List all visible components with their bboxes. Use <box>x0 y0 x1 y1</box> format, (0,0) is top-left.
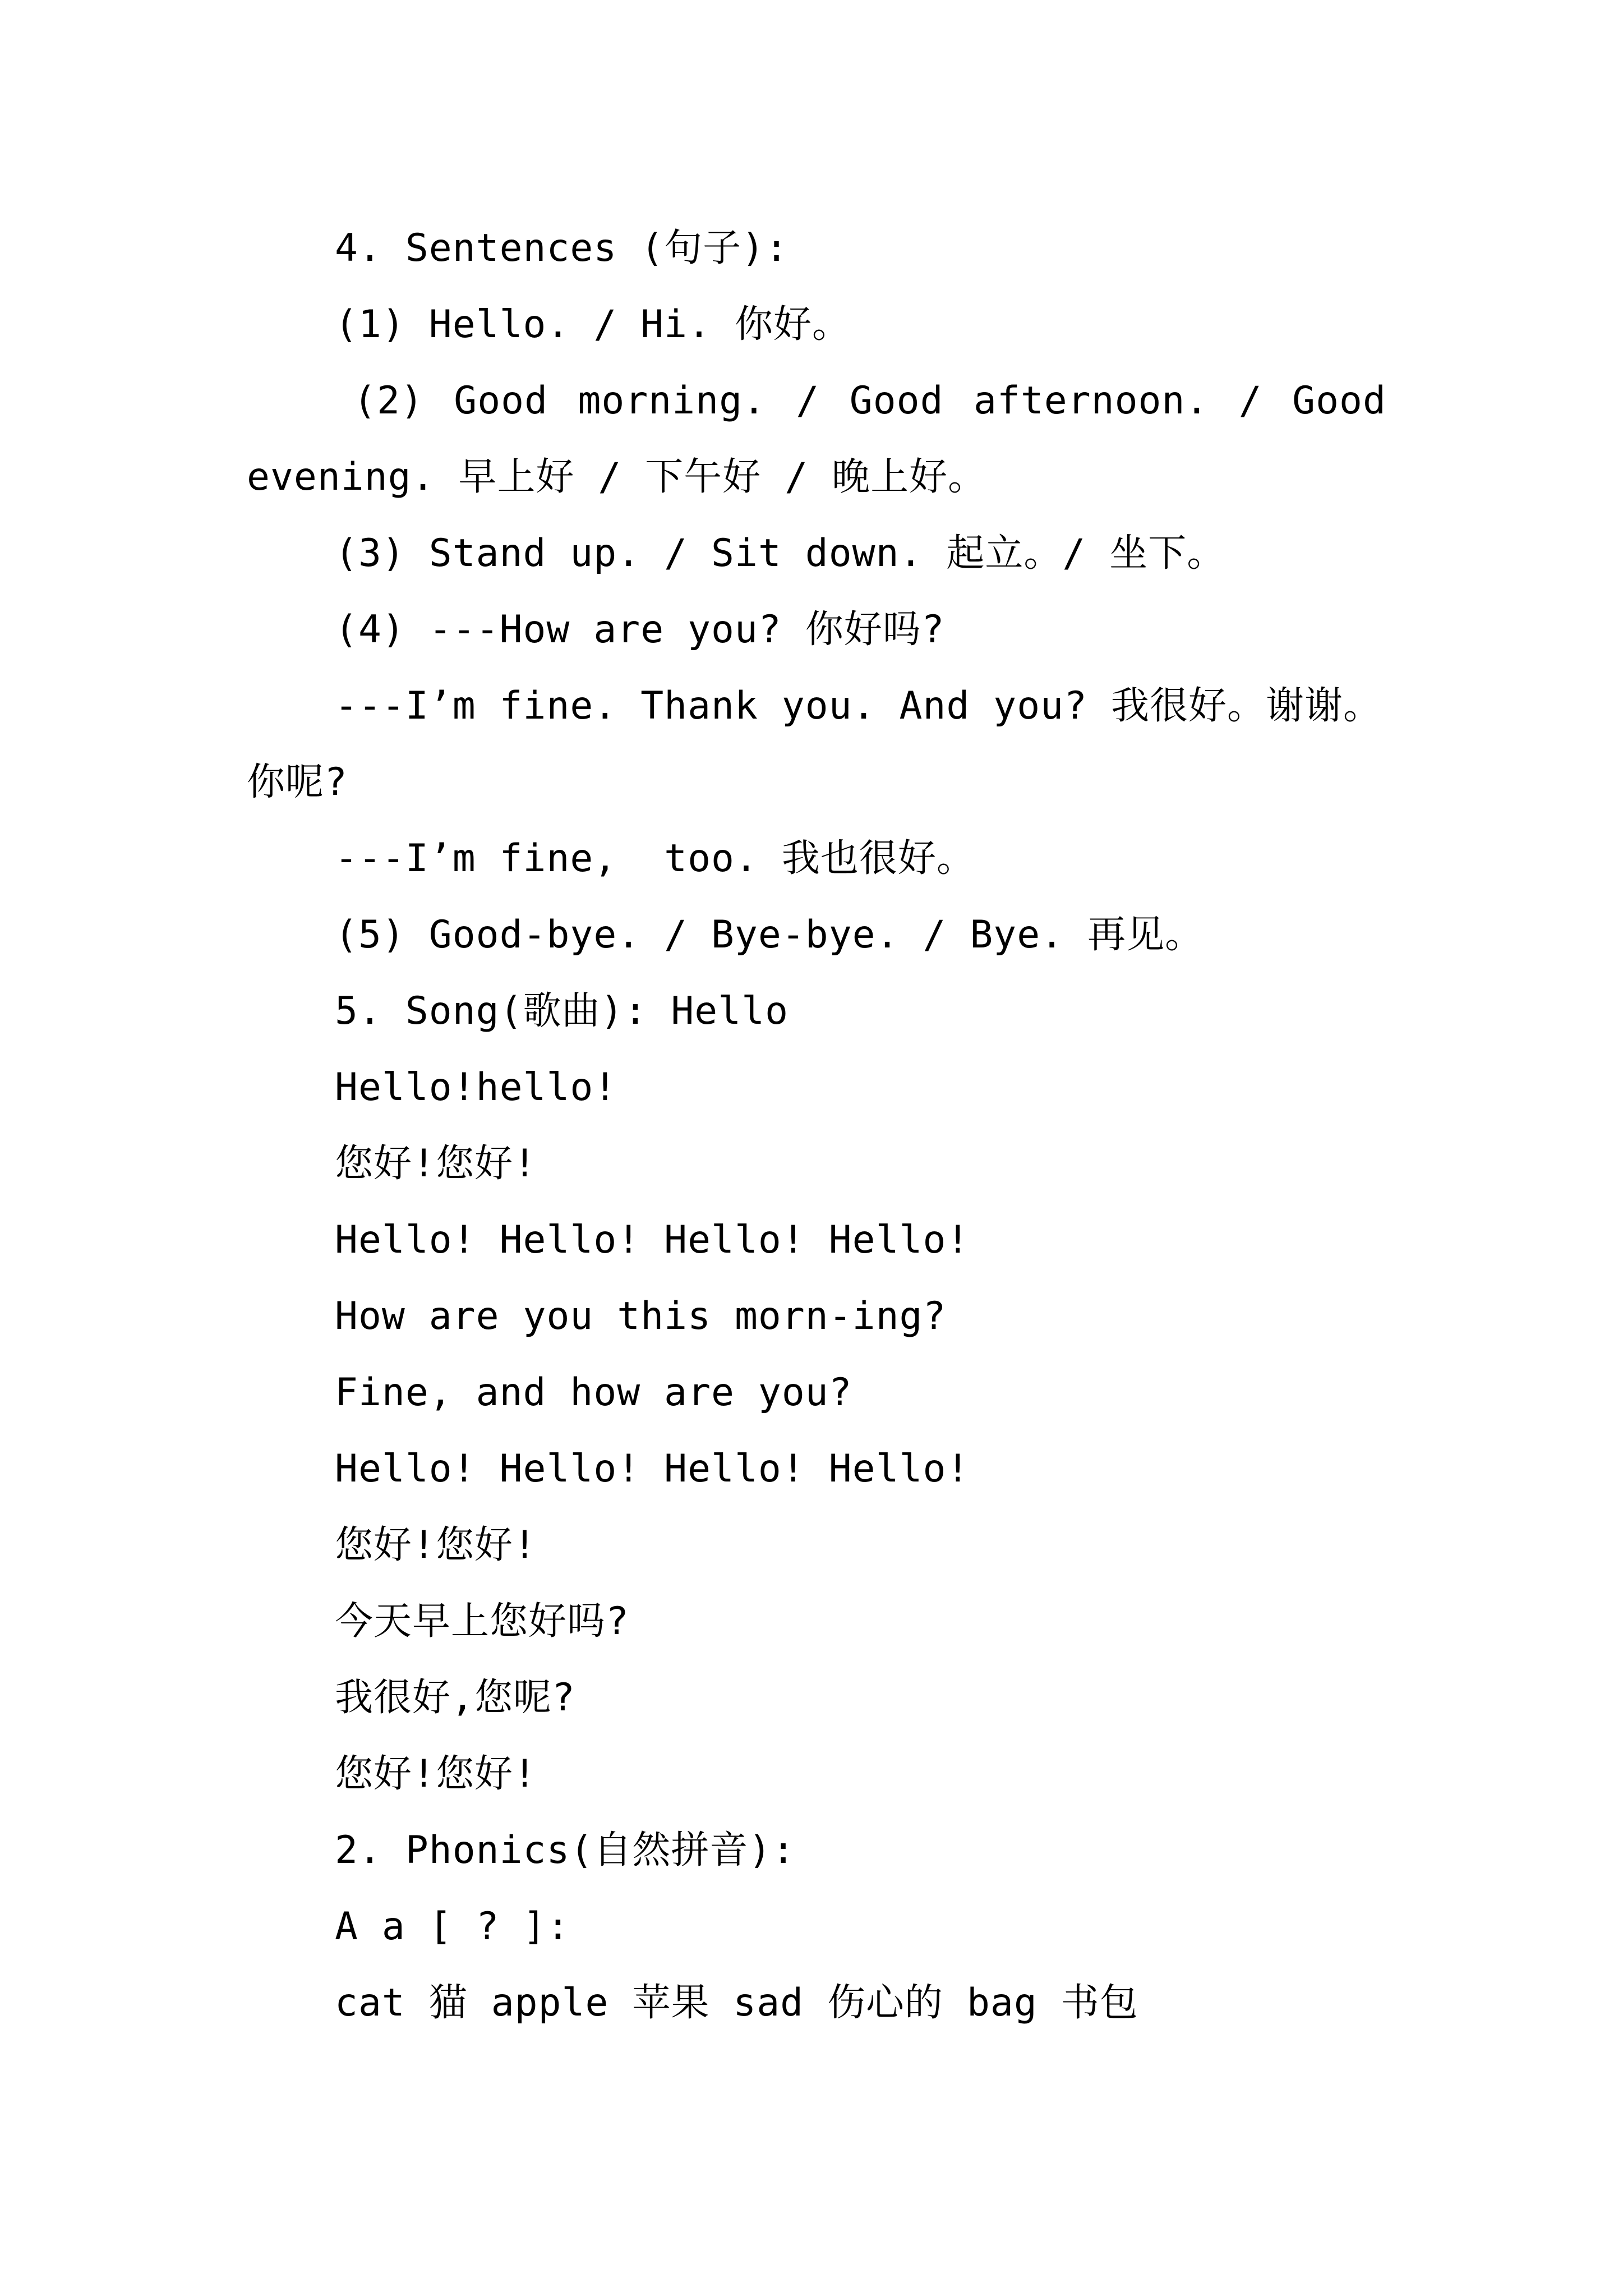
sentence-line: ---I’m fine. Thank you. And you? 我很好。谢谢。 <box>335 684 1382 728</box>
song-lyric-line: 我很好,您呢? <box>335 1676 575 1720</box>
sentence-line: (4) ---How are you? 你好吗? <box>335 608 945 652</box>
section-heading-song: 5. Song(歌曲): Hello <box>335 989 789 1033</box>
section-heading-phonics: 2. Phonics(自然拼音): <box>335 1828 796 1872</box>
sentence-line: (5) Good-bye. / Bye-bye. / Bye. 再见。 <box>335 913 1204 957</box>
sentence-line-continuation: evening. 早上好 / 下午好 / 晚上好。 <box>247 455 987 499</box>
text-fragment: Good <box>849 379 944 423</box>
song-lyric-line: 您好!您好! <box>335 1523 537 1567</box>
document-body <box>247 210 1391 2041</box>
sentence-line-continuation: 你呢? <box>247 760 348 804</box>
text-fragment: (2) <box>353 379 424 423</box>
song-lyric-line: Fine, and how are you? <box>335 1370 852 1415</box>
text-fragment: Good <box>454 379 548 423</box>
sentence-line: (3) Stand up. / Sit down. 起立。/ 坐下。 <box>335 531 1226 576</box>
sentence-line: ---I’m fine, too. 我也很好。 <box>335 836 975 881</box>
text-fragment: / <box>796 379 820 423</box>
song-lyric-line: Hello! Hello! Hello! Hello! <box>335 1218 970 1262</box>
phonics-letter-line: A a [ ? ]: <box>335 1904 570 1949</box>
text-fragment: afternoon. <box>973 379 1209 423</box>
song-lyric-line: 您好!您好! <box>335 1142 537 1186</box>
section-heading-sentences: 4. Sentences (句子): <box>335 226 789 270</box>
text-fragment: Good <box>1292 379 1386 423</box>
sentence-line: (1) Hello. / Hi. 你好。 <box>335 302 851 347</box>
sentence-line-justified <box>247 363 1391 439</box>
song-lyric-line: 今天早上您好吗? <box>335 1599 629 1644</box>
song-lyric-line: Hello! Hello! Hello! Hello! <box>335 1447 970 1491</box>
phonics-words-line: cat 猫 apple 苹果 sad 伤心的 bag 书包 <box>335 1981 1138 2025</box>
song-lyric-line: Hello!hello! <box>335 1065 617 1110</box>
song-lyric-line: How are you this morn-ing? <box>335 1294 947 1338</box>
text-fragment: morning. <box>578 379 766 423</box>
song-lyric-line: 您好!您好! <box>335 1752 537 1796</box>
text-fragment: / <box>1238 379 1262 423</box>
